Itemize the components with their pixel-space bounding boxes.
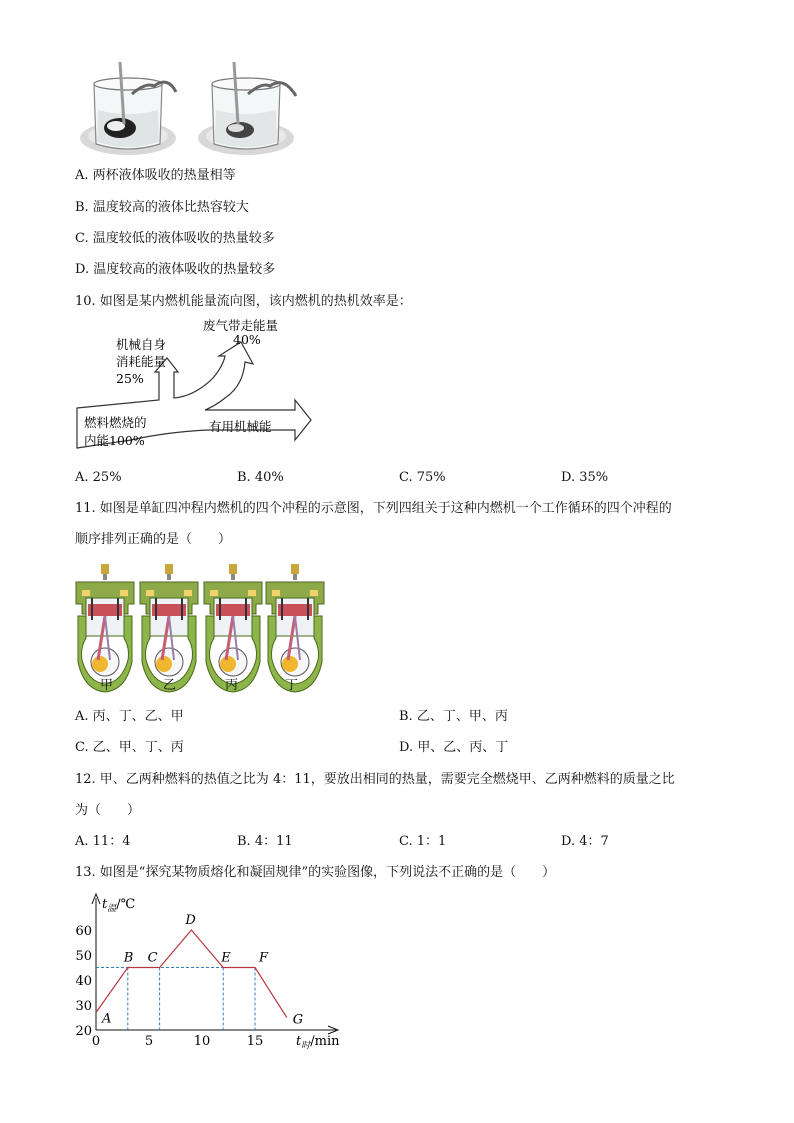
point-label-a: A (102, 1011, 112, 1027)
mech-self-line1: 机械自身 (116, 337, 167, 352)
q11-stem-line2: 顺序排列正确的是（ ） (75, 532, 232, 547)
mech-self-line2: 消耗能量 (116, 354, 167, 369)
engine-label-ding: 丁 (285, 678, 299, 693)
y-tick-label: 60 (75, 924, 92, 939)
q10-option-c: C. 75% (399, 470, 446, 485)
engine-strokes-figure (74, 564, 332, 694)
q11-stem-line1: 11. 如图是单缸四冲程内燃机的四个冲程的示意图，下列四组关于这种内燃机一个工作循环的四个冲程的 (75, 501, 672, 516)
beakers-figure (76, 62, 302, 162)
waste-gas-pct: 40% (233, 332, 261, 347)
q10-stem: 10. 如图是某内燃机能量流向图，该内燃机的热机效率是： (75, 294, 412, 309)
y-tick-label: 30 (75, 999, 92, 1014)
x-tick-label: 10 (193, 1034, 211, 1049)
point-label-b: B (123, 950, 134, 966)
q12-option-a: A. 11：4 (75, 834, 131, 849)
engine-label-jia: 甲 (100, 678, 114, 693)
q12-option-c: C. 1：1 (399, 834, 447, 849)
x-tick-label: 0 (91, 1034, 101, 1049)
q12-option-d: D. 4：7 (561, 834, 609, 849)
point-label-c: C (147, 950, 158, 966)
q11-option-d: D. 甲、乙、丙、丁 (399, 740, 509, 755)
engine-label-yi: 乙 (163, 678, 177, 693)
q9-option-a: A. 两杯液体吸收的热量相等 (75, 168, 236, 183)
x-tick-label: 15 (246, 1034, 264, 1049)
y-tick-label: 40 (75, 974, 92, 989)
q11-option-b: B. 乙、丁、甲、丙 (399, 709, 508, 724)
q12-option-b: B. 4：11 (237, 834, 293, 849)
q12-stem-line1: 12. 甲、乙两种燃料的热值之比为 4：11，要放出相同的热量，需要完全燃烧甲、乙两种燃料的质量之比 (75, 772, 675, 787)
fuel-line1: 燃料燃烧的 (84, 415, 147, 430)
q13-stem: 13. 如图是“探究某物质熔化和凝固规律”的实验图像，下列说法不正确的是（ ） (75, 865, 556, 880)
y-tick-label: 20 (75, 1024, 92, 1039)
engine-label-bing: 丙 (225, 678, 239, 693)
x-axis-title: $t_时/\min$ (296, 1034, 340, 1051)
point-label-d: D (185, 913, 196, 928)
temperature-curve (96, 930, 287, 1018)
waste-gas-label: 废气带走能量 (203, 318, 279, 333)
fuel-line2: 内能100% (84, 433, 145, 448)
q10-option-d: D. 35% (561, 470, 609, 485)
mech-self-pct: 25% (116, 371, 144, 386)
q9-option-c: C. 温度较低的液体吸收的热量较多 (75, 231, 275, 246)
y-axis-title: $t_温/℃$ (102, 897, 136, 914)
q9-option-d: D. 温度较高的液体吸收的热量较多 (75, 262, 276, 277)
q10-option-a: A. 25% (75, 470, 122, 485)
melting-curve-chart (74, 892, 354, 1052)
energy-flow-diagram (75, 316, 315, 456)
q10-option-b: B. 40% (237, 470, 284, 485)
x-tick-label: 5 (144, 1034, 154, 1049)
q9-option-b: B. 温度较高的液体比热容较大 (75, 200, 249, 215)
y-tick-label: 50 (75, 949, 92, 964)
point-label-g: G (292, 1012, 304, 1028)
q11-option-a: A. 丙、丁、乙、甲 (75, 709, 184, 724)
useful-energy-label: 有用机械能 (209, 419, 272, 434)
q11-option-c: C. 乙、甲、丁、丙 (75, 740, 184, 755)
point-label-e: E (221, 950, 231, 966)
q12-stem-line2: 为（ ） (75, 803, 141, 818)
point-label-f: F (259, 950, 269, 966)
